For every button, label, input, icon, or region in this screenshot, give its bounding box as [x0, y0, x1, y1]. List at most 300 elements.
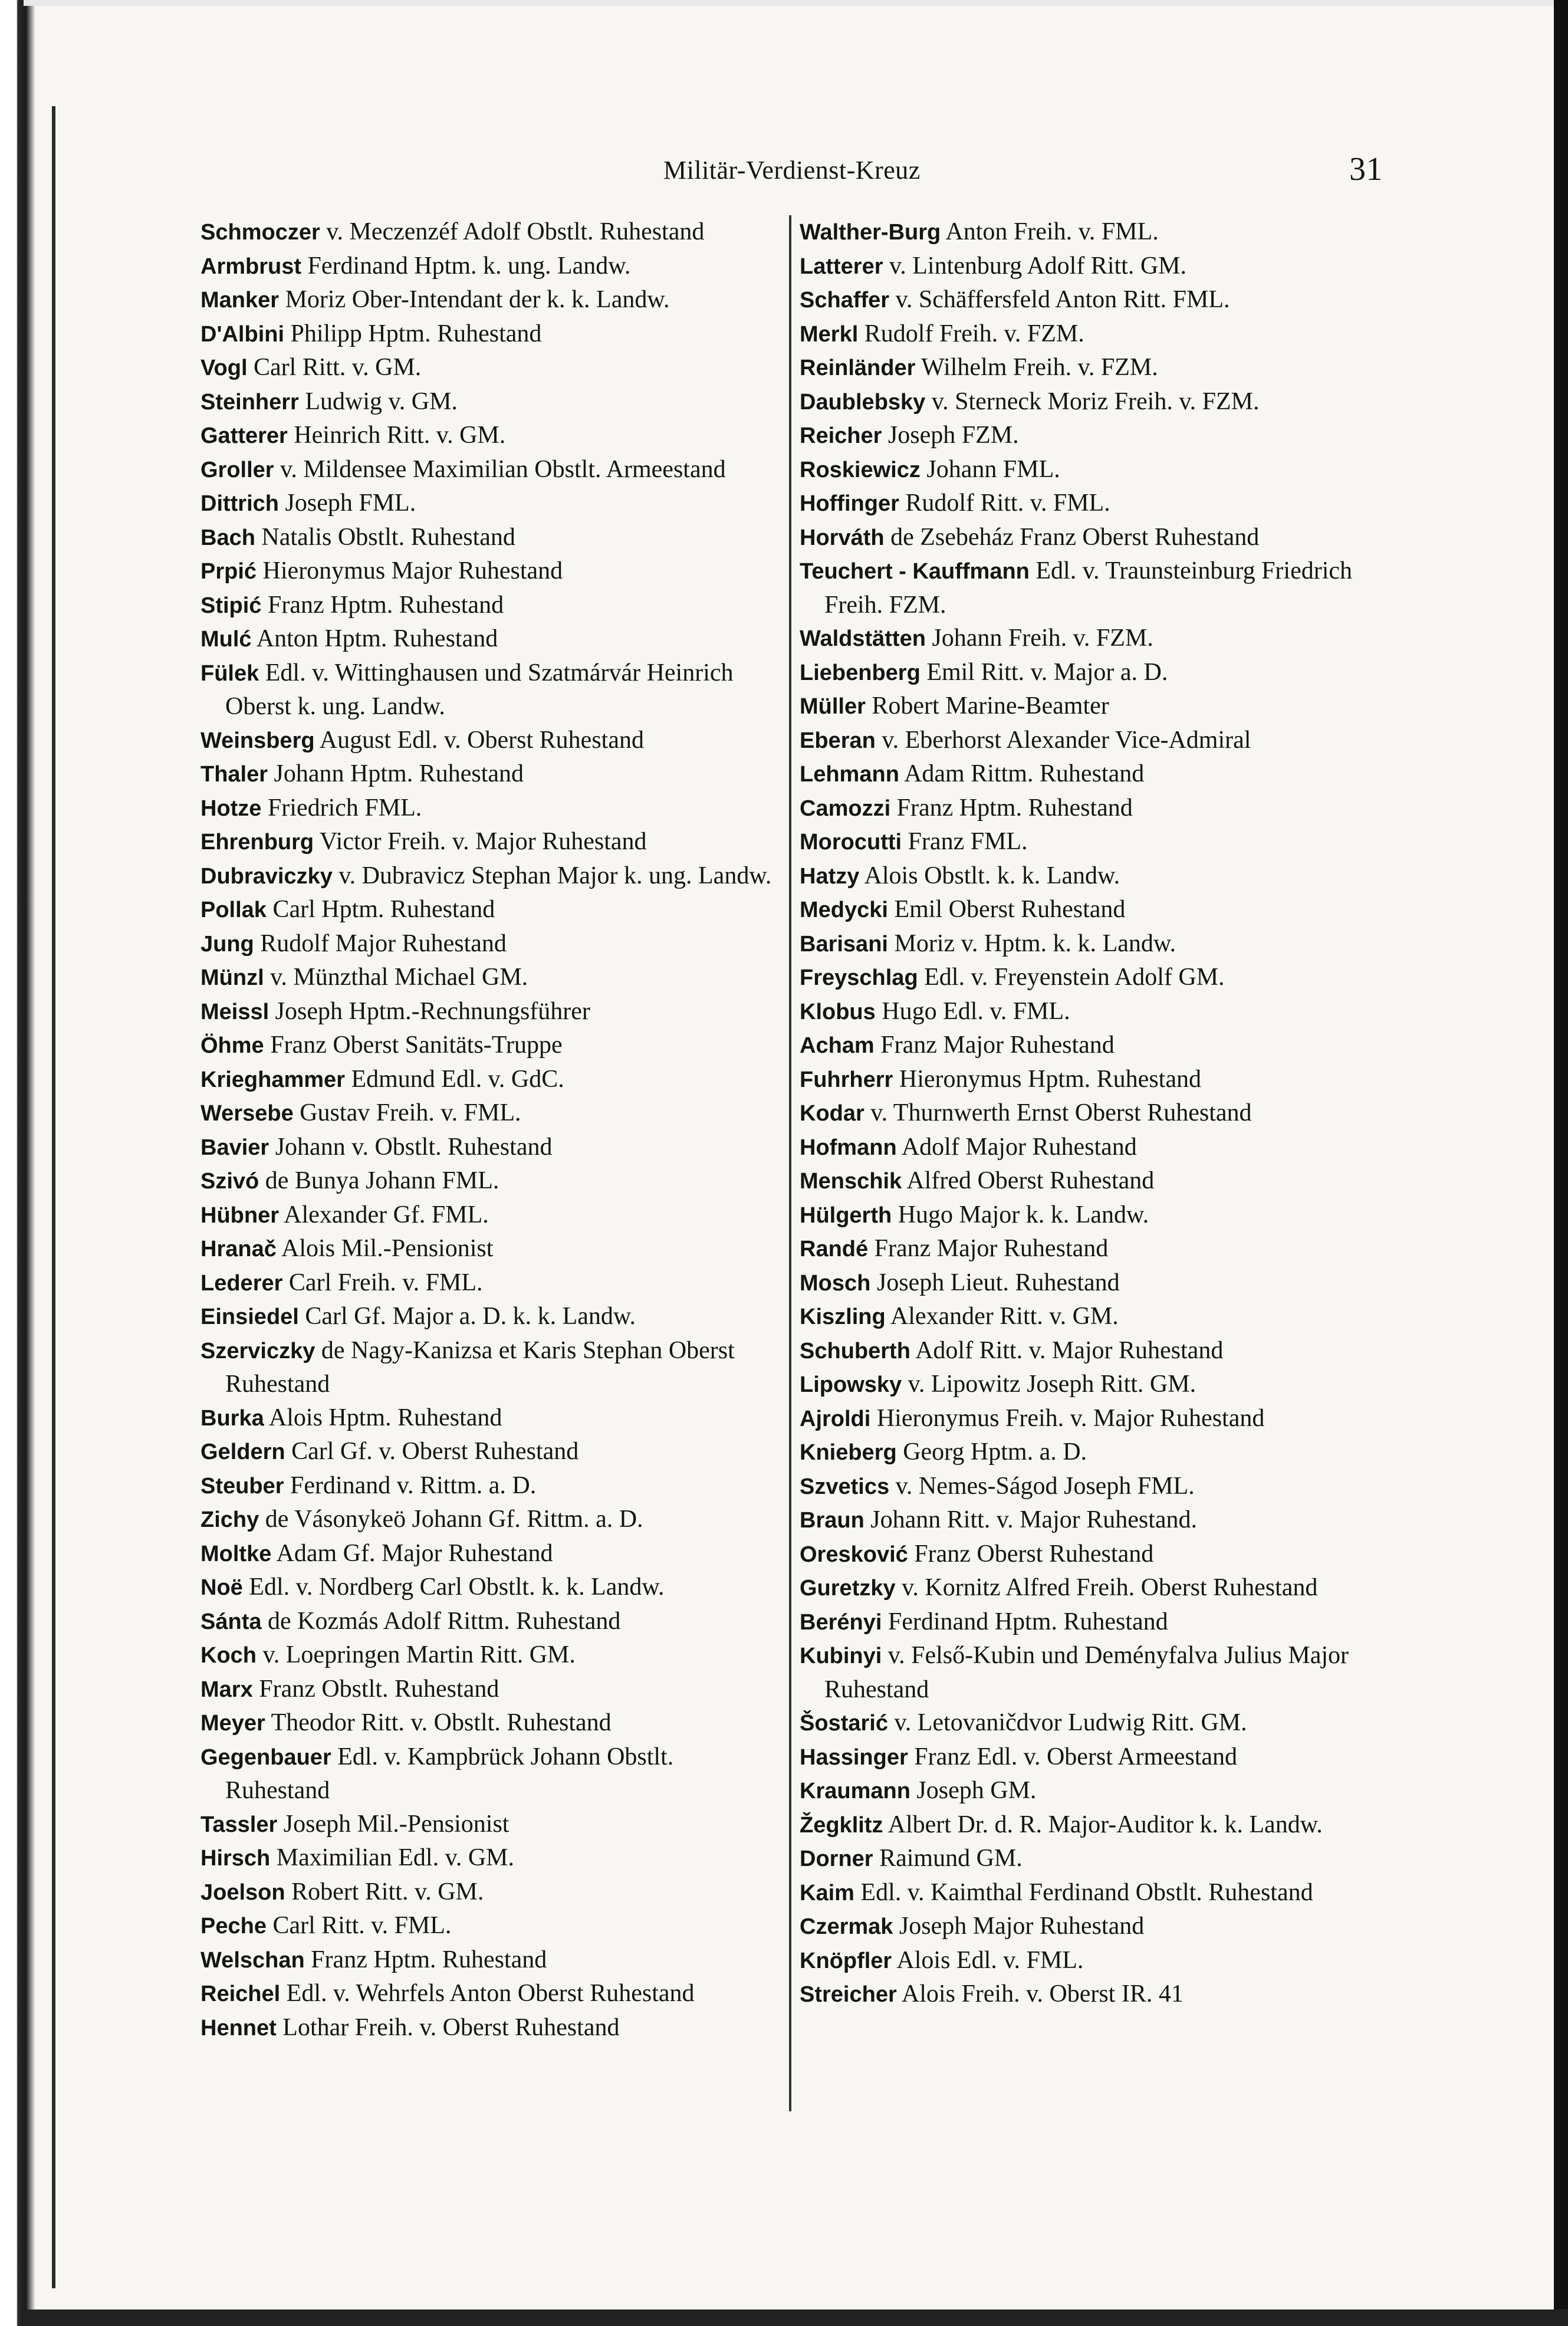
- entry-surname: Freyschlag: [800, 965, 918, 990]
- list-item: [200, 1571, 784, 1605]
- entry-surname: Schmoczer: [200, 220, 320, 245]
- entry-surname: Steuber: [200, 1473, 284, 1499]
- entry-details: Edl. v. Traunsteinburg Friedrich Freih. FZM.: [824, 557, 1353, 619]
- list-item: [200, 1334, 784, 1401]
- entry-surname: Dorner: [800, 1847, 873, 1871]
- entry-details: Theodor Ritt. v. Obstlt. Ruhestand: [265, 1709, 612, 1736]
- entry-surname: Bach: [200, 525, 255, 550]
- entry-details: Alfred Oberst Ruhestand: [902, 1167, 1155, 1194]
- entry-surname: Ehrenburg: [200, 830, 314, 855]
- entry-surname: Armbrust: [200, 254, 302, 279]
- entry-details: Joseph Major Ruhestand: [893, 1913, 1145, 1940]
- entry-details: v. Felső-Kubin und Deményfalva Julius Major Ruhestand: [824, 1642, 1349, 1703]
- entry-details: Raimund GM.: [873, 1845, 1023, 1872]
- entry-surname: Groller: [200, 457, 274, 482]
- list-item: [800, 1402, 1386, 1436]
- list-item: [800, 1706, 1386, 1740]
- entry-details: Alois Obstlt. k. k. Landw.: [859, 862, 1120, 889]
- list-item: [800, 859, 1386, 893]
- entry-details: Edl. v. Kaimthal Ferdinand Obstlt. Ruhestand: [854, 1878, 1313, 1906]
- entry-details: Carl Ritt. v. GM.: [247, 354, 422, 381]
- entry-details: Edl. v. Kampbrück Johann Obstlt. Ruhestand: [225, 1743, 674, 1804]
- entry-surname: Zichy: [200, 1507, 259, 1532]
- entry-details: Moriz v. Hptm. k. k. Landw.: [887, 929, 1176, 957]
- list-item: [800, 419, 1386, 453]
- entry-surname: Reinländer: [800, 356, 916, 380]
- entry-surname: Hübner: [200, 1203, 279, 1228]
- list-item: [800, 656, 1386, 690]
- entry-surname: Tassler: [200, 1812, 278, 1837]
- entry-details: de Nagy-Kanizsa et Karis Stephan Oberst Ruhestand: [225, 1336, 735, 1398]
- entry-surname: Jung: [200, 931, 254, 957]
- left-margin-rule: [52, 106, 55, 2288]
- list-item: [200, 1131, 784, 1165]
- entry-details: August Edl. v. Oberst Ruhestand: [314, 726, 644, 754]
- entry-details: Ludwig v. GM.: [298, 387, 458, 415]
- list-item: [200, 1503, 784, 1537]
- entry-details: Adolf Ritt. v. Major Ruhestand: [910, 1336, 1224, 1364]
- entry-details: Wilhelm Freih. v. FZM.: [915, 354, 1158, 381]
- entry-details: Franz Major Ruhestand: [868, 1235, 1109, 1262]
- list-item: [200, 589, 784, 623]
- entry-surname: Kraumann: [800, 1779, 910, 1803]
- entry-details: Franz Hptm. Ruhestand: [261, 591, 504, 619]
- list-item: [800, 1774, 1386, 1808]
- entry-surname: Dubraviczky: [200, 863, 333, 889]
- entry-details: Joseph Mil.-Pensionist: [277, 1810, 509, 1838]
- list-item: [800, 757, 1386, 791]
- entry-surname: Schaffer: [800, 288, 890, 313]
- list-item: [200, 1943, 784, 1977]
- left-column: [200, 215, 784, 2045]
- entry-surname: Welschan: [200, 1947, 305, 1973]
- list-item: [800, 1131, 1386, 1165]
- list-item: [200, 453, 784, 487]
- entry-details: Natalis Obstlt. Ruhestand: [255, 523, 515, 551]
- list-item: [800, 1605, 1386, 1640]
- list-item: [800, 1571, 1386, 1605]
- list-item: [200, 487, 784, 521]
- entry-details: Adolf Major Ruhestand: [896, 1133, 1137, 1161]
- entry-details: Franz Edl. v. Oberst Armeestand: [908, 1743, 1238, 1770]
- entry-details: v. Meczenzéf Adolf Obstlt. Ruhestand: [320, 218, 705, 245]
- list-item: [200, 385, 784, 419]
- entry-surname: Randé: [800, 1237, 869, 1261]
- entry-details: Franz FML.: [902, 828, 1028, 855]
- entry-details: v. Sterneck Moriz Freih. v. FZM.: [925, 387, 1260, 415]
- entry-details: Joseph FZM.: [882, 422, 1019, 449]
- list-item: [200, 1808, 784, 1842]
- entry-surname: Acham: [800, 1033, 875, 1058]
- entry-surname: Streicher: [800, 1982, 897, 2007]
- entry-details: Alois Hptm. Ruhestand: [264, 1404, 502, 1431]
- list-item: [800, 1944, 1386, 1978]
- entry-surname: Hülgerth: [800, 1203, 892, 1228]
- list-item: [800, 215, 1386, 249]
- entry-surname: Hennet: [200, 2015, 277, 2041]
- page-number: 31: [1349, 151, 1383, 188]
- list-item: [200, 622, 784, 656]
- list-item: [800, 1910, 1386, 1944]
- entry-details: Rudolf Freih. v. FZM.: [858, 320, 1084, 347]
- list-item: [200, 1706, 784, 1740]
- list-item: [200, 351, 784, 385]
- list-item: [200, 1909, 784, 1943]
- entry-surname: Joelson: [200, 1880, 285, 1905]
- list-item: [800, 1334, 1386, 1368]
- list-item: [800, 893, 1386, 927]
- entry-details: v. Kornitz Alfred Freih. Oberst Ruhestand: [895, 1574, 1318, 1601]
- entry-surname: Reichel: [200, 1982, 281, 2006]
- entry-details: Johann Freih. v. FZM.: [925, 625, 1153, 652]
- entry-surname: Münzl: [200, 965, 264, 990]
- entry-surname: Hassinger: [800, 1744, 908, 1770]
- entry-surname: Medycki: [800, 898, 888, 922]
- entry-details: Adam Gf. Major Ruhestand: [271, 1539, 553, 1567]
- entry-surname: Meissl: [200, 999, 269, 1024]
- entry-details: Franz Hptm. Ruhestand: [304, 1946, 547, 1973]
- entry-details: v. Eberhorst Alexander Vice-Admiral: [875, 726, 1251, 754]
- list-item: [800, 521, 1386, 555]
- list-item: [200, 656, 784, 724]
- entry-details: Friedrich FML.: [261, 794, 422, 822]
- entry-details: Gustav Freih. v. FML.: [293, 1099, 521, 1126]
- entry-details: Johann Hptm. Ruhestand: [268, 760, 524, 787]
- entry-surname: Öhme: [200, 1033, 264, 1058]
- entry-details: Hugo Edl. v. FML.: [875, 997, 1070, 1025]
- entry-details: Johann v. Obstlt. Ruhestand: [269, 1133, 553, 1161]
- entry-surname: Kaim: [800, 1880, 854, 1906]
- entry-surname: Szerviczky: [200, 1338, 315, 1364]
- entry-details: v. Lintenburg Adolf Ritt. GM.: [883, 252, 1186, 280]
- list-item: [800, 1977, 1386, 2012]
- list-item: [800, 1470, 1386, 1504]
- entry-surname: Meyer: [200, 1711, 265, 1736]
- entry-surname: Braun: [800, 1508, 864, 1533]
- entry-details: Edl. v. Wehrfels Anton Oberst Ruhestand: [280, 1980, 695, 2007]
- list-item: [800, 995, 1386, 1029]
- entry-surname: Vogl: [200, 356, 248, 380]
- entry-details: Anton Freih. v. FML.: [941, 218, 1159, 245]
- list-item: [200, 1977, 784, 2011]
- entry-details: Hieronymus Hptm. Ruhestand: [893, 1065, 1201, 1093]
- entry-details: de Kozmás Adolf Rittm. Ruhestand: [261, 1607, 621, 1635]
- entry-details: v. Schäffersfeld Anton Ritt. FML.: [889, 286, 1230, 313]
- entry-details: Edl. v. Freyenstein Adolf GM.: [918, 964, 1225, 991]
- entry-details: Hieronymus Freih. v. Major Ruhestand: [870, 1404, 1265, 1432]
- entry-surname: Walther-Burg: [800, 220, 941, 245]
- entry-surname: Thaler: [200, 762, 268, 787]
- entry-surname: Lipowsky: [800, 1372, 902, 1397]
- entry-details: Carl Freih. v. FML.: [282, 1269, 483, 1296]
- entry-surname: Knöpfler: [800, 1948, 892, 1973]
- list-item: [200, 1469, 784, 1503]
- entry-details: Johann Ritt. v. Major Ruhestand.: [864, 1506, 1198, 1533]
- entry-details: Hugo Major k. k. Landw.: [892, 1201, 1149, 1228]
- entry-surname: Morocutti: [800, 830, 902, 855]
- list-item: [200, 995, 784, 1029]
- entry-surname: Sánta: [200, 1609, 262, 1634]
- entry-details: Joseph Hptm.-Rechnungsführer: [269, 997, 590, 1025]
- list-item: [800, 689, 1386, 724]
- list-item: [200, 1063, 784, 1097]
- entry-surname: Weinsberg: [200, 728, 315, 753]
- entry-details: Carl Ritt. v. FML.: [266, 1912, 452, 1939]
- entry-surname: D'Albini: [200, 321, 285, 347]
- list-item: [200, 1401, 784, 1435]
- entry-surname: Teuchert - Kauffmann: [800, 559, 1030, 584]
- list-item: [800, 1435, 1386, 1470]
- entry-surname: Hranač: [200, 1237, 277, 1261]
- entry-details: Alois Edl. v. FML.: [892, 1946, 1084, 1974]
- list-item: [800, 1029, 1386, 1063]
- entry-surname: Müller: [800, 694, 866, 719]
- list-item: [800, 317, 1386, 351]
- entry-surname: Knieberg: [800, 1440, 897, 1465]
- list-item: [200, 927, 784, 961]
- entry-details: Franz Obstlt. Ruhestand: [252, 1675, 499, 1703]
- entry-surname: Daublebsky: [800, 389, 926, 415]
- entry-surname: Gatterer: [200, 423, 288, 448]
- entry-surname: Bavier: [200, 1135, 269, 1160]
- list-item: [200, 1164, 784, 1198]
- top-border: [24, 0, 1557, 6]
- entry-surname: Schuberth: [800, 1338, 910, 1364]
- entry-details: Robert Marine-Beamter: [865, 692, 1109, 720]
- list-item: [800, 724, 1386, 758]
- entry-surname: Barisani: [800, 931, 888, 957]
- entry-surname: Szvetics: [800, 1474, 890, 1499]
- list-item: [800, 1368, 1386, 1402]
- list-item: [200, 1841, 784, 1875]
- entry-details: Heinrich Ritt. v. GM.: [287, 422, 506, 449]
- entry-details: Joseph GM.: [910, 1777, 1037, 1804]
- entry-details: Edl. v. Wittinghausen und Szatmárvár Heinrich Oberst k. ung. Landw.: [225, 659, 734, 720]
- entry-surname: Roskiewicz: [800, 457, 921, 482]
- entry-details: Rudolf Ritt. v. FML.: [899, 489, 1110, 517]
- list-item: [200, 757, 784, 791]
- entry-surname: Kodar: [800, 1101, 864, 1126]
- list-item: [200, 1232, 784, 1266]
- entry-details: Georg Hptm. a. D.: [896, 1438, 1087, 1466]
- entry-details: v. Lipowitz Joseph Ritt. GM.: [902, 1371, 1196, 1398]
- list-item: [800, 1266, 1386, 1300]
- list-item: [800, 1842, 1386, 1876]
- list-item: [200, 1673, 784, 1707]
- entry-details: de Vásonykeö Johann Gf. Rittm. a. D.: [259, 1506, 643, 1533]
- entry-details: Hieronymus Major Ruhestand: [257, 557, 563, 584]
- page-title: Militär-Verdienst-Kreuz: [663, 156, 921, 185]
- list-item: [800, 1808, 1386, 1842]
- list-item: [800, 1063, 1386, 1097]
- list-item: [200, 554, 784, 589]
- entry-surname: Eberan: [800, 728, 876, 753]
- entry-surname: Peche: [200, 1914, 267, 1939]
- entry-details: Ferdinand Hptm. Ruhestand: [882, 1608, 1168, 1635]
- entry-surname: Hirsch: [200, 1846, 271, 1871]
- entry-surname: Wersebe: [200, 1101, 294, 1126]
- list-item: [200, 859, 784, 893]
- list-item: [200, 1096, 784, 1131]
- list-item: [800, 1198, 1386, 1233]
- entry-surname: Guretzky: [800, 1576, 896, 1601]
- right-border: [1554, 0, 1568, 2326]
- entry-surname: Oresković: [800, 1542, 908, 1567]
- list-item: [800, 791, 1386, 826]
- entry-details: Franz Major Ruhestand: [874, 1031, 1115, 1059]
- list-item: [800, 1876, 1386, 1910]
- entry-surname: Gegenbauer: [200, 1744, 331, 1770]
- list-item: [200, 893, 784, 927]
- list-item: [200, 1875, 784, 1910]
- entry-surname: Camozzi: [800, 796, 891, 821]
- entry-details: Lothar Freih. v. Oberst Ruhestand: [276, 2013, 620, 2041]
- running-head: [663, 150, 1383, 192]
- list-item: [200, 1605, 784, 1639]
- entry-details: v. Loepringen Martin Ritt. GM.: [257, 1641, 576, 1668]
- entry-surname: Berényi: [800, 1609, 882, 1635]
- list-item: [200, 419, 784, 453]
- entry-details: Adam Rittm. Ruhestand: [899, 760, 1145, 787]
- entry-details: Alois Freih. v. Oberst IR. 41: [896, 1980, 1184, 2008]
- entry-surname: Horváth: [800, 525, 885, 550]
- right-column: [800, 215, 1386, 2012]
- entry-surname: Fülek: [200, 661, 259, 686]
- entry-surname: Fuhrherr: [800, 1067, 893, 1092]
- entry-surname: Lehmann: [800, 762, 899, 787]
- list-item: [800, 622, 1386, 656]
- list-item: [200, 1638, 784, 1673]
- list-item: [800, 351, 1386, 385]
- entry-surname: Pollak: [200, 898, 267, 922]
- entry-surname: Žegklitz: [800, 1812, 883, 1838]
- entry-details: de Zsebeház Franz Oberst Ruhestand: [884, 523, 1260, 551]
- entry-surname: Marx: [200, 1677, 253, 1702]
- entry-details: de Bunya Johann FML.: [259, 1167, 499, 1194]
- entry-surname: Stipić: [200, 593, 262, 618]
- entry-surname: Krieghammer: [200, 1067, 345, 1092]
- entry-details: Alexander Ritt. v. GM.: [885, 1303, 1119, 1330]
- entry-surname: Burka: [200, 1405, 264, 1431]
- entry-details: v. Nemes-Ságod Joseph FML.: [889, 1472, 1195, 1500]
- list-item: [800, 385, 1386, 419]
- entry-details: Joseph FML.: [279, 489, 416, 517]
- entry-surname: Einsiedel: [200, 1305, 299, 1329]
- list-item: [200, 2011, 784, 2045]
- entry-surname: Czermak: [800, 1914, 893, 1939]
- entry-details: Franz Oberst Ruhestand: [908, 1540, 1154, 1568]
- entry-details: Victor Freih. v. Major Ruhestand: [314, 828, 647, 855]
- entry-details: Moriz Ober-Intendant der k. k. Landw.: [279, 286, 670, 313]
- entry-details: Emil Oberst Ruhestand: [887, 896, 1126, 923]
- list-item: [200, 1435, 784, 1469]
- entry-surname: Kiszling: [800, 1305, 886, 1329]
- entry-details: Rudolf Major Ruhestand: [254, 929, 507, 957]
- entry-surname: Klobus: [800, 999, 876, 1024]
- list-item: [800, 554, 1386, 622]
- entry-details: v. Dubravicz Stephan Major k. ung. Landw.: [332, 862, 772, 889]
- entry-details: Franz Hptm. Ruhestand: [890, 794, 1133, 822]
- entry-surname: Mosch: [800, 1270, 871, 1296]
- list-item: [200, 215, 784, 249]
- entry-details: Edmund Edl. v. GdC.: [344, 1065, 564, 1093]
- list-item: [200, 521, 784, 555]
- entry-details: Johann FML.: [920, 455, 1060, 483]
- entry-details: Joseph Lieut. Ruhestand: [870, 1269, 1120, 1296]
- entry-surname: Dittrich: [200, 491, 279, 516]
- entry-surname: Hofmann: [800, 1135, 897, 1160]
- list-item: [800, 1232, 1386, 1266]
- list-item: [200, 961, 784, 995]
- list-item: [800, 927, 1386, 961]
- entry-details: Ferdinand v. Rittm. a. D.: [284, 1471, 537, 1499]
- list-item: [200, 825, 784, 859]
- entry-details: v. Mildensee Maximilian Obstlt. Armeestand: [274, 455, 726, 483]
- list-item: [200, 1198, 784, 1233]
- column-divider: [789, 215, 791, 2111]
- list-item: [800, 1537, 1386, 1572]
- entry-surname: Lederer: [200, 1270, 283, 1296]
- entry-surname: Hotze: [200, 796, 262, 821]
- entry-surname: Hatzy: [800, 863, 860, 889]
- entry-details: Carl Gf. v. Oberst Ruhestand: [285, 1438, 579, 1465]
- entry-details: Carl Gf. Major a. D. k. k. Landw.: [298, 1303, 636, 1330]
- entry-details: Maximilian Edl. v. GM.: [270, 1844, 515, 1871]
- entry-surname: Ajroldi: [800, 1406, 871, 1431]
- entry-surname: Mulć: [200, 627, 252, 652]
- entry-details: Edl. v. Nordberg Carl Obstlt. k. k. Landw.: [242, 1573, 665, 1601]
- entry-surname: Latterer: [800, 254, 883, 279]
- list-item: [800, 825, 1386, 859]
- list-item: [800, 487, 1386, 521]
- entry-surname: Steinherr: [200, 389, 299, 415]
- list-item: [800, 1503, 1386, 1537]
- entry-details: v. Münzthal Michael GM.: [264, 964, 528, 991]
- entry-surname: Geldern: [200, 1440, 285, 1464]
- entry-surname: Liebenberg: [800, 660, 921, 685]
- entry-details: Carl Hptm. Ruhestand: [266, 896, 495, 923]
- entry-surname: Koch: [200, 1643, 257, 1668]
- list-item: [200, 1740, 784, 1808]
- entry-surname: Waldstätten: [800, 626, 926, 651]
- entry-details: Ferdinand Hptm. k. ung. Landw.: [301, 252, 631, 280]
- list-item: [200, 1266, 784, 1300]
- bottom-border: [24, 2309, 1568, 2326]
- list-item: [800, 1300, 1386, 1334]
- list-item: [200, 791, 784, 826]
- list-item: [800, 961, 1386, 995]
- entry-details: Robert Ritt. v. GM.: [285, 1878, 484, 1906]
- list-item: [200, 249, 784, 284]
- entry-surname: Noë: [200, 1575, 243, 1600]
- entry-surname: Menschik: [800, 1169, 902, 1194]
- entry-surname: Hoffinger: [800, 491, 899, 516]
- list-item: [200, 724, 784, 758]
- entry-surname: Manker: [200, 288, 280, 313]
- list-item: [800, 1164, 1386, 1198]
- list-item: [800, 1740, 1386, 1775]
- entry-surname: Prpić: [200, 559, 257, 584]
- entry-details: Emil Ritt. v. Major a. D.: [920, 658, 1168, 686]
- list-item: [200, 283, 784, 317]
- entry-details: Alexander Gf. FML.: [279, 1201, 489, 1228]
- entry-surname: Kubinyi: [800, 1644, 882, 1668]
- list-item: [200, 1300, 784, 1334]
- entry-details: v. Thurnwerth Ernst Oberst Ruhestand: [864, 1099, 1252, 1126]
- entry-surname: Reicher: [800, 423, 882, 448]
- list-item: [200, 1537, 784, 1571]
- entry-details: Anton Hptm. Ruhestand: [251, 625, 498, 652]
